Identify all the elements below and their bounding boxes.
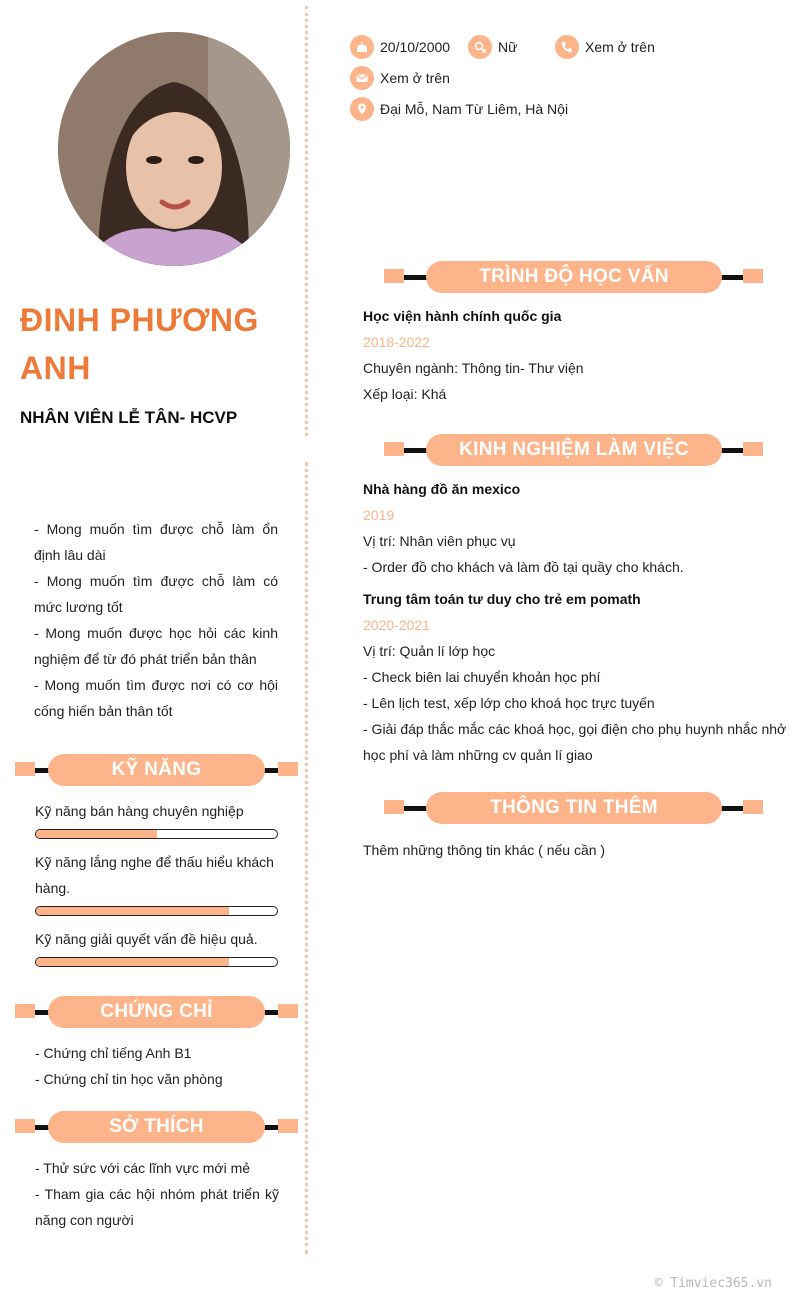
objective-item: - Mong muốn được học hỏi các kinh nghiệm để từ đó phát triển bản thân	[34, 625, 278, 667]
skills-list	[35, 798, 279, 977]
company-name: Trung tâm toán tư duy cho trẻ em pomath	[363, 591, 641, 607]
skill-label: Kỹ năng giải quyết vấn đề hiệu quả.	[35, 931, 258, 947]
skill-bar-fill	[36, 958, 229, 966]
job-detail: Vị trí: Quản lí lớp học	[363, 643, 496, 659]
company-name: Nhà hàng đồ ăn mexico	[363, 481, 521, 497]
contact-address	[350, 96, 568, 122]
avatar	[58, 32, 290, 266]
skill-bar	[35, 957, 278, 967]
certificates-header	[15, 996, 298, 1030]
education-grade: Xếp loại: Khá	[363, 386, 447, 402]
additional-block	[363, 837, 793, 863]
skill-item	[35, 798, 279, 839]
certificate-item: - Chứng chỉ tin học văn phòng	[35, 1071, 223, 1087]
birthday-value: 20/10/2000	[380, 39, 451, 55]
phone-icon	[555, 35, 579, 59]
education-major: Chuyên ngành: Thông tin- Thư viện	[363, 360, 584, 376]
skill-bar-fill	[36, 830, 157, 838]
skills-header	[15, 754, 298, 788]
job-detail: - Lên lịch test, xếp lớp cho khoá học trực tuyến	[363, 695, 655, 711]
hobby-item: - Thử sức với các lĩnh vực mới mẻ	[35, 1160, 251, 1176]
education-block	[363, 303, 793, 407]
gender-value: Nữ	[498, 39, 518, 55]
contact-gender	[468, 34, 517, 60]
location-icon	[350, 97, 374, 121]
job-detail: - Order đồ cho khách và làm đồ tại quầy cho khách.	[363, 559, 684, 575]
address-value: Đại Mỗ, Nam Từ Liêm, Hà Nội	[380, 101, 569, 117]
column-divider-bottom	[305, 462, 308, 1254]
skill-item	[35, 926, 279, 967]
hobbies-header	[15, 1111, 298, 1145]
skill-label: Kỹ năng lắng nghe để thấu hiểu khách hàng.	[35, 854, 274, 896]
contact-email	[350, 65, 450, 91]
objective-item: - Mong muốn tìm được chỗ làm ổn định lâu dài	[34, 521, 278, 563]
additional-title: THÔNG TIN THÊM	[426, 792, 722, 824]
skill-item	[35, 849, 279, 916]
phone-value: Xem ở trên	[585, 39, 655, 55]
experience-title: KINH NGHIỆM LÀM VIỆC	[426, 434, 722, 466]
contact-phone	[555, 34, 655, 60]
candidate-name: ĐINH PHƯƠNG ANH	[20, 302, 259, 386]
additional-header	[384, 792, 763, 826]
career-objectives	[34, 516, 278, 724]
job-title: NHÂN VIÊN LỄ TÂN- HCVP	[20, 408, 238, 427]
job-detail: - Check biên lai chuyển khoản học phí	[363, 669, 601, 685]
skill-bar-fill	[36, 907, 229, 915]
email-icon	[350, 66, 374, 90]
avatar-portrait	[58, 32, 290, 266]
job-detail: Vị trí: Nhân viên phục vụ	[363, 533, 516, 549]
education-header	[384, 261, 763, 295]
skills-title: KỸ NĂNG	[48, 754, 265, 786]
job-period: 2020-2021	[363, 617, 430, 633]
job-detail: - Giải đáp thắc mắc các khoá học, gọi điện cho phụ huynh nhắc nhở học phí và làm những cv quản lí giao	[363, 721, 787, 763]
hobby-item: - Tham gia các hội nhóm phát triển kỹ năng con người	[35, 1186, 279, 1228]
column-divider-top	[305, 6, 308, 436]
birthday-cake-icon	[350, 35, 374, 59]
job-period: 2019	[363, 507, 395, 523]
experience-header	[384, 434, 763, 468]
certificates-title: CHỨNG CHỈ	[48, 996, 265, 1028]
skill-bar	[35, 906, 278, 916]
skill-label: Kỹ năng bán hàng chuyên nghiệp	[35, 803, 244, 819]
gender-icon	[468, 35, 492, 59]
additional-text: Thêm những thông tin khác ( nếu cần )	[363, 842, 606, 858]
hobbies-title: SỞ THÍCH	[48, 1111, 265, 1143]
experience-block-1	[363, 476, 793, 580]
email-value: Xem ở trên	[380, 70, 450, 86]
contact-birthday	[350, 34, 450, 60]
objective-item: - Mong muốn tìm được chỗ làm có mức lương tốt	[34, 573, 278, 615]
experience-block-2	[363, 586, 793, 768]
school-name: Học viện hành chính quốc gia	[363, 308, 562, 324]
education-title: TRÌNH ĐỘ HỌC VẤN	[426, 261, 722, 293]
skill-bar	[35, 829, 278, 839]
education-period: 2018-2022	[363, 334, 430, 350]
hobbies-list	[35, 1155, 279, 1233]
certificate-item: - Chứng chỉ tiếng Anh B1	[35, 1045, 192, 1061]
footer-watermark: © Timviec365.vn	[654, 1276, 772, 1291]
certificates-list	[35, 1040, 279, 1092]
objective-item: - Mong muốn tìm được nơi có cơ hội cống hiến bản thân tốt	[34, 677, 278, 719]
